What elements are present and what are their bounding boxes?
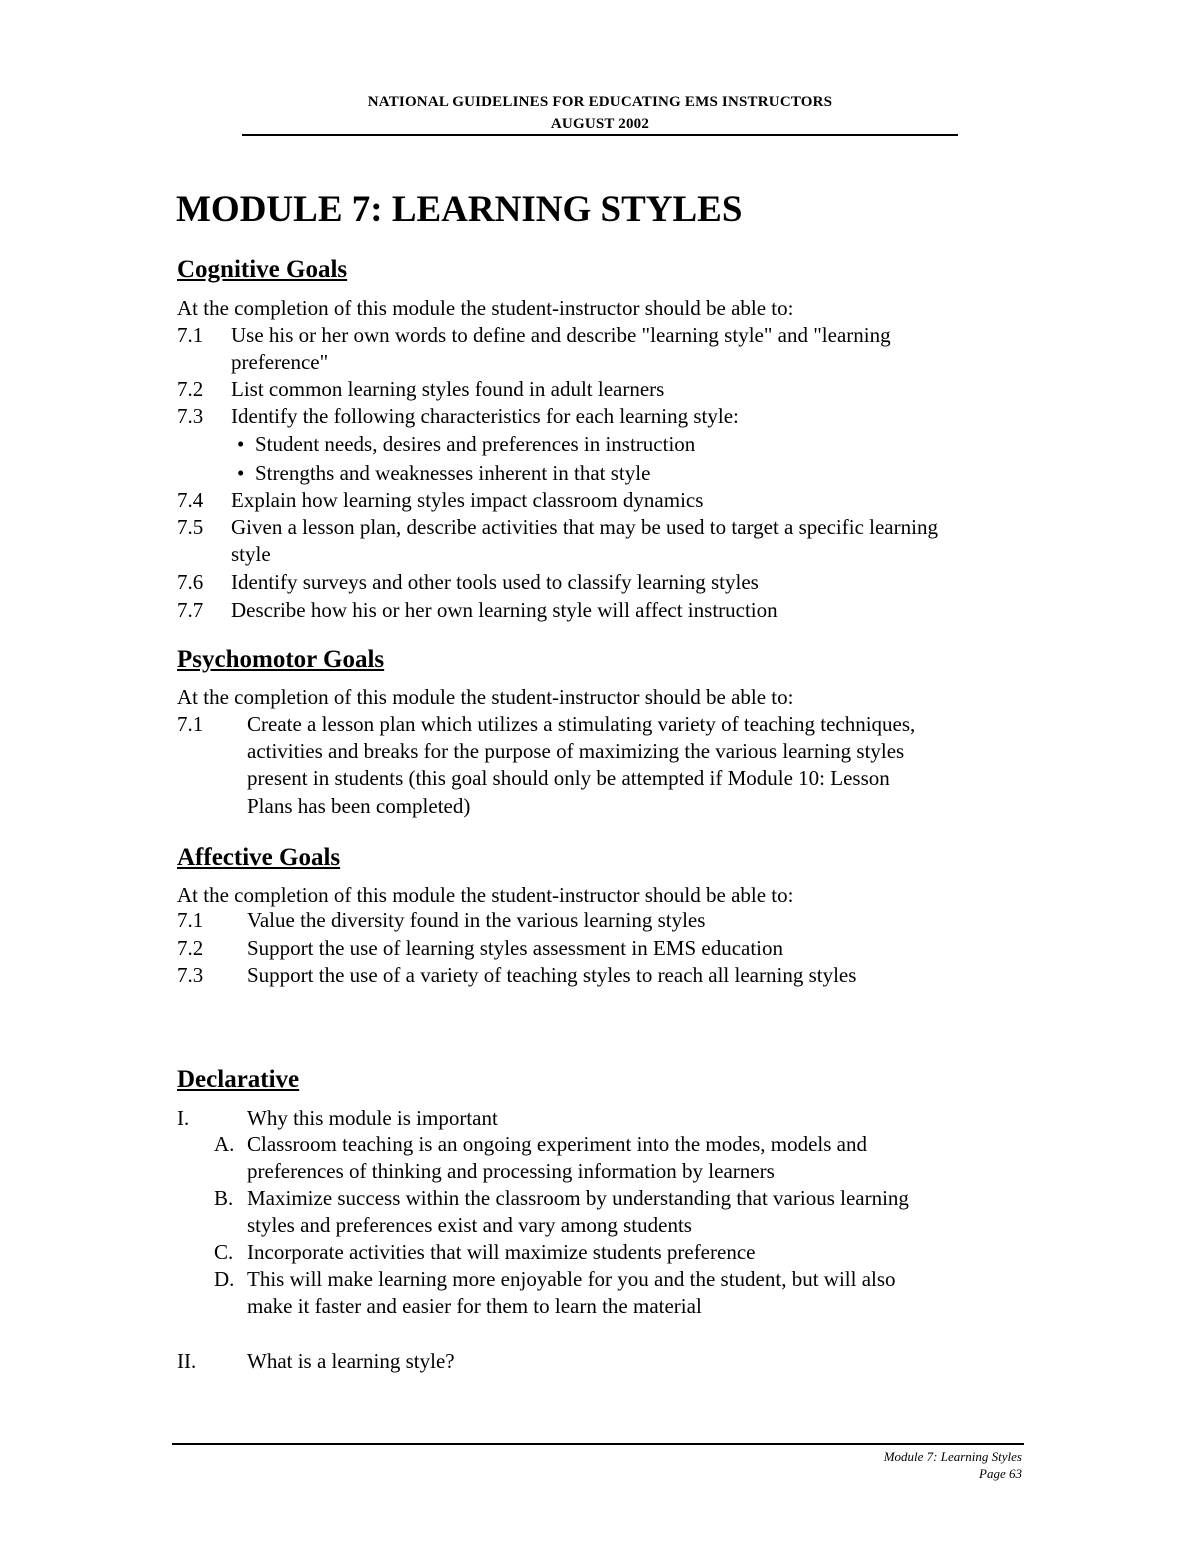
document-header-title: NATIONAL GUIDELINES FOR EDUCATING EMS INSTRUCTORS xyxy=(367,94,833,110)
footer-page-number: Page 63 xyxy=(979,1466,1022,1481)
psychomotor-item-text: Plans has been completed) xyxy=(247,794,471,818)
cognitive-intro: At the completion of this module the student-instructor should be able to: xyxy=(177,296,794,320)
outline-sub-text: preferences of thinking and processing information by learners xyxy=(247,1159,775,1183)
cognitive-item-text: Identify the following characteristics for each learning style: xyxy=(231,404,739,428)
cognitive-item-number: 7.3 xyxy=(177,404,204,428)
affective-item-number: 7.1 xyxy=(177,908,204,932)
cognitive-item-number: 7.1 xyxy=(177,323,204,347)
cognitive-item-number: 7.7 xyxy=(177,598,204,622)
cognitive-bullet-text: Strengths and weaknesses inherent in that style xyxy=(255,461,651,485)
outline-letter: C. xyxy=(214,1240,234,1264)
cognitive-item-text: style xyxy=(231,542,271,566)
cognitive-item-text: Describe how his or her own learning style will affect instruction xyxy=(231,598,778,622)
cognitive-item-text: preference" xyxy=(231,350,329,374)
outline-sub-text: This will make learning more enjoyable for you and the student, but will also xyxy=(247,1267,896,1291)
affective-item-text: Support the use of a variety of teaching styles to reach all learning styles xyxy=(247,963,857,987)
cognitive-item-number: 7.5 xyxy=(177,515,204,539)
outline-section-text: What is a learning style? xyxy=(247,1349,455,1373)
cognitive-bullet-text: Student needs, desires and preferences in instruction xyxy=(255,432,696,456)
psychomotor-item-text: Create a lesson plan which utilizes a stimulating variety of teaching techniques, xyxy=(247,712,916,736)
outline-section-text: Why this module is important xyxy=(247,1106,498,1130)
bullet-icon: • xyxy=(237,432,245,456)
psychomotor-item-text: present in students (this goal should only be attempted if Module 10: Lesson xyxy=(247,766,890,790)
affective-item-text: Support the use of learning styles assessment in EMS education xyxy=(247,936,784,960)
outline-roman-numeral: II. xyxy=(177,1349,197,1373)
psychomotor-item-text: activities and breaks for the purpose of maximizing the various learning styles xyxy=(247,739,905,763)
cognitive-item-text: Identify surveys and other tools used to classify learning styles xyxy=(231,570,759,594)
outline-sub-text: Incorporate activities that will maximize students preference xyxy=(247,1240,756,1264)
affective-item-text: Value the diversity found in the various learning styles xyxy=(247,908,706,932)
cognitive-item-number: 7.2 xyxy=(177,377,204,401)
affective-goals-heading: Affective Goals xyxy=(177,844,341,871)
outline-sub-text: Classroom teaching is an ongoing experiment into the modes, models and xyxy=(247,1132,867,1156)
bullet-icon: • xyxy=(237,461,245,485)
cognitive-item-text: Explain how learning styles impact classroom dynamics xyxy=(231,488,704,512)
affective-item-number: 7.3 xyxy=(177,963,204,987)
cognitive-item-text: Use his or her own words to define and describe "learning style" and "learning xyxy=(231,323,891,347)
outline-sub-text: make it faster and easier for them to learn the material xyxy=(247,1294,702,1318)
cognitive-goals-heading: Cognitive Goals xyxy=(177,256,348,283)
cognitive-item-number: 7.4 xyxy=(177,488,204,512)
document-header-date: AUGUST 2002 xyxy=(550,116,650,132)
declarative-heading: Declarative xyxy=(177,1066,300,1093)
outline-sub-text: styles and preferences exist and vary among students xyxy=(247,1213,692,1237)
cognitive-item-text: Given a lesson plan, describe activities that may be used to target a specific learning xyxy=(231,515,938,539)
outline-sub-text: Maximize success within the classroom by understanding that various learning xyxy=(247,1186,909,1210)
psychomotor-goals-heading: Psychomotor Goals xyxy=(177,646,385,673)
footer-rule xyxy=(172,1443,1024,1445)
affective-item-number: 7.2 xyxy=(177,936,204,960)
psychomotor-intro: At the completion of this module the student-instructor should be able to: xyxy=(177,685,794,709)
cognitive-item-number: 7.6 xyxy=(177,570,204,594)
outline-letter: B. xyxy=(214,1186,234,1210)
psychomotor-item-number: 7.1 xyxy=(177,712,204,736)
cognitive-item-text: List common learning styles found in adult learners xyxy=(231,377,665,401)
outline-letter: D. xyxy=(214,1267,235,1291)
footer-module-label: Module 7: Learning Styles xyxy=(883,1449,1022,1464)
affective-intro: At the completion of this module the student-instructor should be able to: xyxy=(177,883,794,907)
outline-roman-numeral: I. xyxy=(177,1106,190,1130)
header-rule xyxy=(242,134,958,136)
outline-letter: A. xyxy=(214,1132,235,1156)
module-title: MODULE 7: LEARNING STYLES xyxy=(176,189,743,230)
